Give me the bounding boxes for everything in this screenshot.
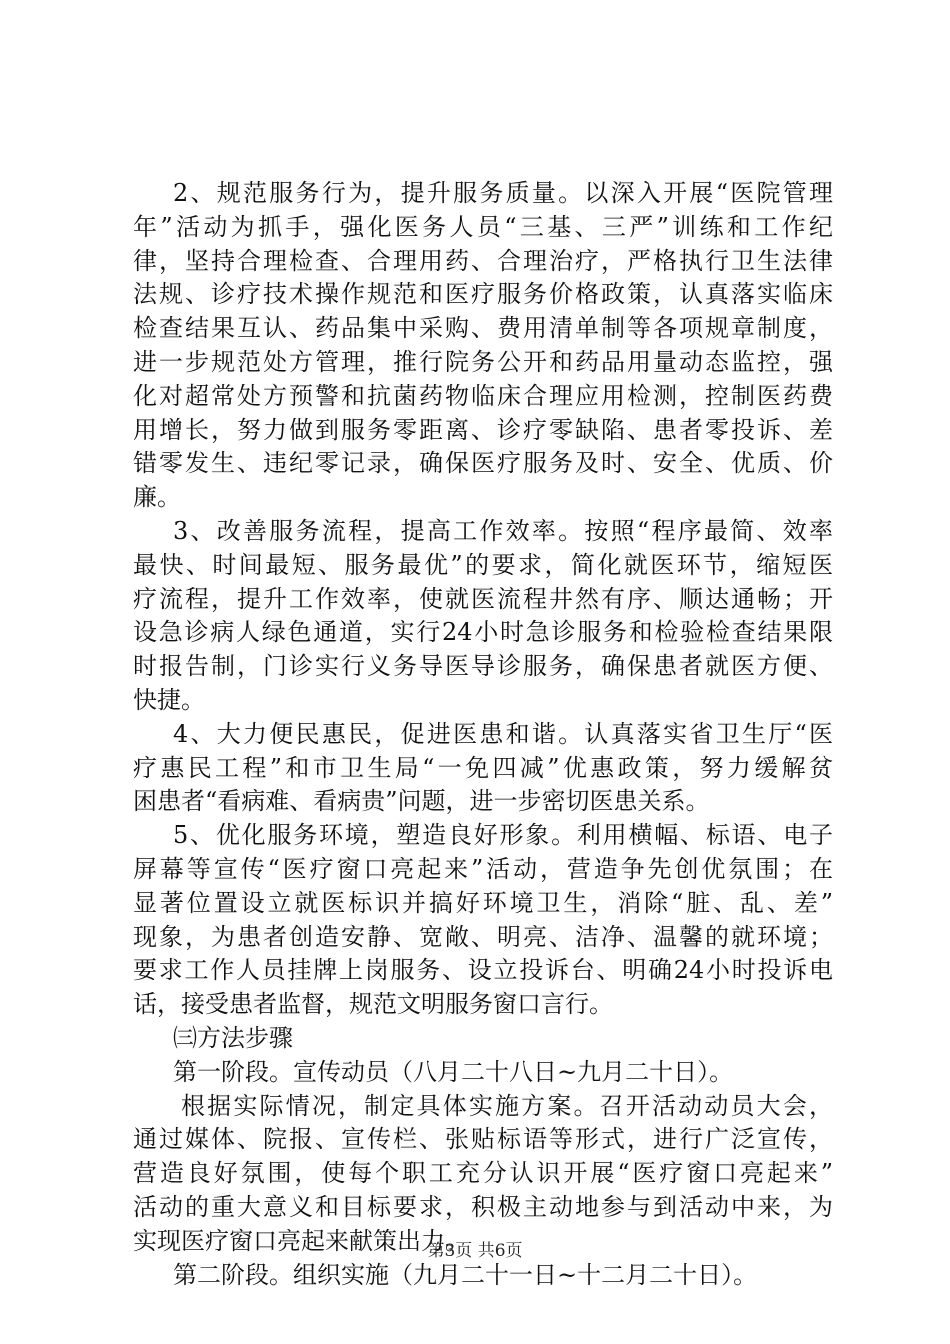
text-line: 4、大力便民惠民，促进医患和谐。认真落实省卫生厅“医 xyxy=(173,719,833,748)
text-line: 快捷。 xyxy=(133,685,205,714)
text-line: 3、改善服务流程，提高工作效率。按照“程序最简、效率 xyxy=(173,516,833,545)
text-line: 检查结果互认、药品集中采购、费用清单制等各项规章制度， xyxy=(133,314,833,343)
text-line: 根据实际情况，制定具体实施方案。召开活动动员大会， xyxy=(181,1091,833,1120)
document-body xyxy=(133,177,833,1292)
text-line: 最快、时间最短、服务最优”的要求，简化就医环节，缩短医 xyxy=(133,550,833,579)
text-line: 第一阶段。宣传动员（八月二十八日~九月二十日）。 xyxy=(173,1057,734,1086)
text-line: 错零发生、违纪零记录，确保医疗服务及时、安全、优质、价 xyxy=(133,449,833,478)
text-line: 2、规范服务行为，提升服务质量。以深入开展“医院管理 xyxy=(173,179,833,207)
page-number-footer: 第3页 共6页 xyxy=(427,1241,523,1261)
text-line: ㈢方法步骤 xyxy=(173,1023,293,1052)
text-line: 实现医疗窗口亮起来献策出力。 xyxy=(133,1226,469,1255)
text-line: 通过媒体、院报、宣传栏、张贴标语等形式，进行广泛宣传， xyxy=(133,1125,833,1154)
text-line: 要求工作人员挂牌上岗服务、设立投诉台、明确24小时投诉电 xyxy=(133,956,833,985)
text-line: 设急诊病人绿色通道，实行24小时急诊服务和检验检查结果限 xyxy=(133,618,833,647)
text-line: 第二阶段。组织实施（九月二十一日~十二月二十日）。 xyxy=(173,1260,758,1289)
text-line: 现象，为患者创造安静、宽敞、明亮、洁净、温馨的就环境； xyxy=(133,922,833,951)
text-line: 疗流程，提升工作效率，使就医流程井然有序、顺达通畅；开 xyxy=(133,584,833,613)
text-line: 进一步规范处方管理，推行院务公开和药品用量动态监控，强 xyxy=(133,347,833,376)
text-line: 5、优化服务环境，塑造良好形象。利用横幅、标语、电子 xyxy=(173,821,833,850)
text-line: 律，坚持合理检查、合理用药、合理治疗，严格执行卫生法律 xyxy=(133,246,833,275)
text-line: 时报告制，门诊实行义务导医导诊服务，确保患者就医方便、 xyxy=(133,652,833,681)
text-line: 困患者“看病难、看病贵”问题，进一步密切医患关系。 xyxy=(133,787,710,816)
text-line: 营造良好氛围，使每个职工充分认识开展“医疗窗口亮起来” xyxy=(133,1159,833,1188)
text-line: 用增长，努力做到服务零距离、诊疗零缺陷、患者零投诉、差 xyxy=(133,415,833,444)
text-line: 活动的重大意义和目标要求，积极主动地参与到活动中来，为 xyxy=(133,1192,833,1221)
text-line: 法规、诊疗技术操作规范和医疗服务价格政策，认真落实临床 xyxy=(133,280,833,309)
text-line: 话，接受患者监督，规范文明服务窗口言行。 xyxy=(133,990,613,1019)
text-line: 年”活动为抓手，强化医务人员“三基、三严”训练和工作纪 xyxy=(133,212,833,241)
text-line: 疗惠民工程”和市卫生局“一免四减”优惠政策，努力缓解贫 xyxy=(133,753,833,782)
text-line: 化对超常处方预警和抗菌药物临床合理应用检测，控制医药费 xyxy=(133,381,833,410)
text-line: 廉。 xyxy=(133,483,181,512)
text-line: 显著位置设立就医标识并搞好环境卫生，消除“脏、乱、差” xyxy=(133,888,833,917)
text-line: 屏幕等宣传“医疗窗口亮起来”活动，营造争先创优氛围；在 xyxy=(133,854,833,883)
